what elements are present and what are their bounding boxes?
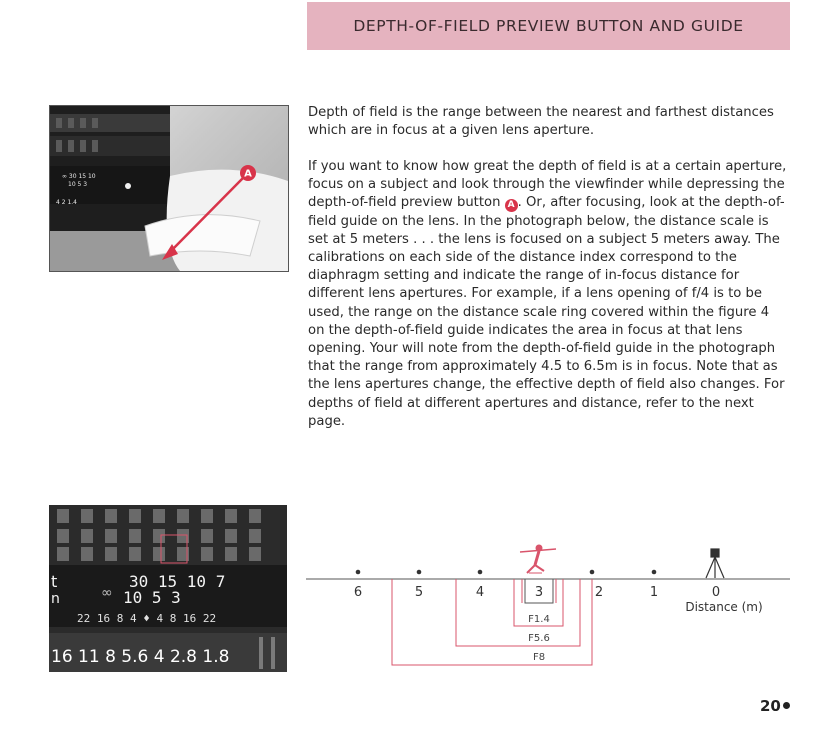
photo2-left-row1: t [51,572,58,591]
distance-unit-label: Distance (m) [685,600,763,614]
photo1-marker-label: A [244,168,252,180]
scale-label-3: 3 [534,585,544,600]
body-text-after: . Or, after focusing, look at the depth-of-field guide on the lens. In the photograph below, the distance scale is set at 5 meters . . . the lens is focused on a subject 5 meters away. The calibrations on each side of the distance index correspond to the diaphragm setting and indicate the range of in-focus distance for different lens apertures. For example, if a lens opening of f/4 is to be used, the range on the distance scale ring covered within the figure 4 on the depth-of-field guide indicates the area in focus at that lens opening. Your will note from the depth-of-field guide in the photograph that the range from approximately 4.5 to 6.5m is in focus. Note that as the lens apertures change, the effective depth of field also changes. For depths of field at different apertures and distance, refer to the next page. [308,195,785,429]
photo2-infinity: ∞ [101,585,113,601]
photo1-scale-row3: 4 2 1.4 [56,199,77,206]
aperture-label-f56: F5.6 [528,633,550,644]
page-number [760,697,790,715]
lens-scale-photo [49,505,287,672]
section-header [307,2,790,50]
lens-scale-drawing [49,505,287,672]
dancer-figure-icon [520,545,556,573]
photo2-left-row2: n [51,591,60,607]
dof-diagram [306,535,790,670]
photo1-scale-row1: ∞ 30 15 10 [62,173,96,180]
scale-label-6: 6 [353,585,363,600]
photo1-scale-row2: 10 5 3 [68,181,88,188]
aperture-label-f14: F1.4 [528,614,550,625]
scale-label-4: 4 [475,585,485,600]
marker-a-icon: A [505,199,518,212]
scale-label-2: 2 [594,585,604,600]
body-text-before: If you want to know how great the depth of field is at a certain aperture, focus on a subject and look through the viewfinder while depressing the depth-of-field preview button [308,159,787,211]
lens-photo-drawing [50,106,288,271]
bullet-dot-icon [783,702,790,709]
scale-label-5: 5 [414,585,424,600]
photo2-meters-row: 10 5 3 [123,588,181,607]
scale-label-0: 0 [711,585,721,600]
photo2-dof-row: 22 16 8 4 ♦ 4 8 16 22 [77,612,217,625]
photo2-aperture-row: 16 11 8 5.6 4 2.8 1.8 [51,647,230,667]
page-number-text: 20 [760,697,781,715]
photo2-feet-row: 30 15 10 7 [129,572,226,591]
scale-label-1: 1 [649,585,659,600]
lens-photo-preview-button [49,105,289,272]
body-paragraph [308,158,788,431]
aperture-label-f8: F8 [532,652,546,663]
intro-paragraph: Depth of field is the range between the nearest and farthest distances which are in focus at a given lens aperture. [308,105,774,139]
camera-tripod-icon [706,549,724,578]
section-title: DEPTH-OF-FIELD PREVIEW BUTTON AND GUIDE [353,17,744,35]
